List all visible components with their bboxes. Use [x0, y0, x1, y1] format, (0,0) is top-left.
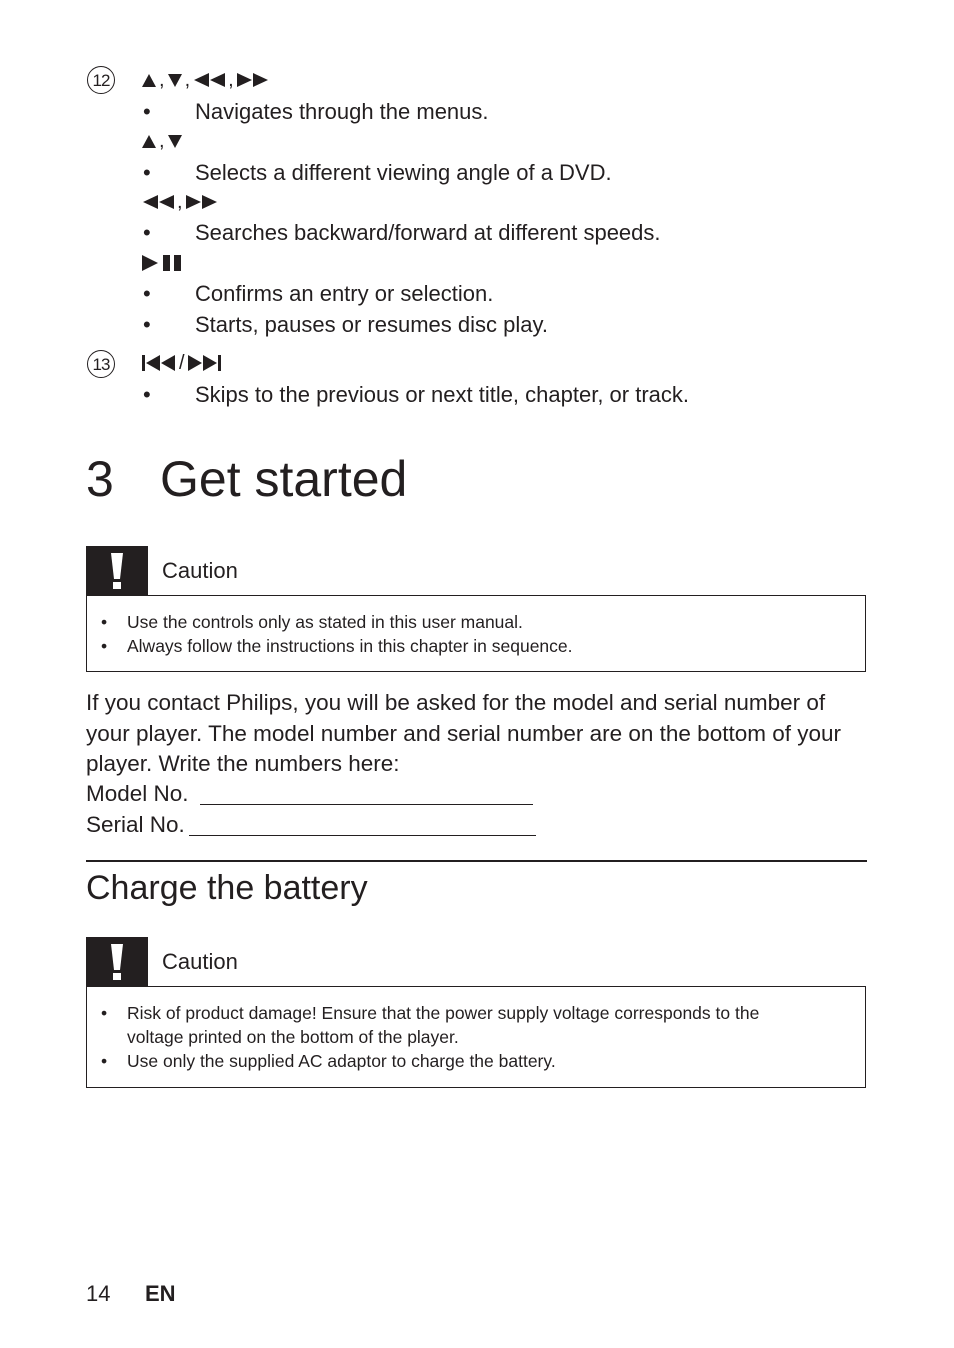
- caution-box: [86, 595, 866, 672]
- caution-box: [86, 986, 866, 1088]
- bullet: •: [143, 160, 151, 185]
- bullet-text: Starts, pauses or resumes disc play.: [195, 312, 548, 337]
- bullet-text: Selects a different viewing angle of a DVD.: [195, 160, 612, 185]
- serial-number-field: [86, 810, 185, 840]
- bullet: •: [143, 382, 151, 407]
- language-code: EN: [145, 1281, 176, 1306]
- caution-text: Use only the supplied AC adaptor to charge the battery.: [127, 1051, 556, 1071]
- separator: /: [179, 352, 185, 374]
- caution-text: Risk of product damage! Ensure that the power supply voltage corresponds to the voltage printed on the bottom of the player.: [127, 1003, 760, 1047]
- caution-text: Use the controls only as stated in this user manual.: [127, 612, 523, 632]
- rewind-icon: [141, 194, 175, 210]
- up-arrow-icon: [141, 72, 157, 88]
- model-number-label: Model No.: [86, 781, 189, 806]
- section-heading: Charge the battery: [86, 869, 368, 907]
- separator: ,: [184, 69, 191, 91]
- bullet: •: [143, 281, 151, 306]
- bullet-text: Searches backward/forward at different speeds.: [195, 220, 661, 245]
- skip-symbols: [141, 352, 223, 374]
- down-arrow-icon: [167, 133, 183, 149]
- paragraph-line: player. Write the numbers here:: [86, 751, 400, 776]
- chapter-number: 3: [86, 451, 114, 507]
- caution-header: [86, 546, 866, 596]
- page-number: 14: [86, 1281, 111, 1306]
- caution-label: Caution: [162, 558, 238, 583]
- bullet-text: Skips to the previous or next title, chapter, or track.: [195, 382, 690, 407]
- bullet: •: [143, 312, 151, 337]
- exclamation-icon: [86, 937, 148, 987]
- play-pause-symbols: [141, 252, 185, 274]
- serial-number-label: Serial No.: [86, 812, 185, 837]
- intro-paragraph: [86, 688, 876, 780]
- skip-previous-icon: [141, 354, 177, 372]
- paragraph-line: If you contact Philips, you will be asked for the model and serial number of: [86, 690, 826, 715]
- bullet: •: [101, 636, 108, 656]
- up-down-symbols: [141, 130, 183, 152]
- bullet-text: Navigates through the menus.: [195, 99, 489, 124]
- rewind-icon: [192, 72, 226, 88]
- section-divider: [86, 860, 867, 862]
- model-number-field: [86, 779, 189, 809]
- fast-forward-icon: [236, 72, 270, 88]
- bullet-text: Confirms an entry or selection.: [195, 281, 494, 306]
- chapter-title: Get started: [160, 451, 408, 507]
- fast-forward-icon: [185, 194, 219, 210]
- down-arrow-icon: [167, 72, 183, 88]
- item-number-12: 12: [87, 66, 115, 94]
- skip-next-icon: [187, 354, 223, 372]
- caution-header: [86, 937, 866, 987]
- separator: ,: [228, 69, 234, 91]
- caution-text: Always follow the instructions in this chapter in sequence.: [127, 636, 573, 656]
- rewind-forward-symbols: [141, 191, 219, 213]
- model-number-blank[interactable]: [200, 804, 533, 805]
- up-arrow-icon: [141, 133, 157, 149]
- exclamation-icon: [86, 546, 148, 596]
- nav-symbols-row: [141, 69, 270, 91]
- bullet: •: [101, 1051, 108, 1071]
- separator: ,: [159, 69, 165, 91]
- bullet: •: [143, 99, 151, 124]
- paragraph-line: your player. The model number and serial number are on the bottom of your: [86, 720, 842, 746]
- bullet: •: [101, 612, 108, 632]
- bullet: •: [143, 220, 151, 245]
- item-number-13: 13: [87, 350, 115, 378]
- caution-label: Caution: [162, 949, 238, 974]
- serial-number-blank[interactable]: [189, 835, 536, 836]
- separator: ,: [177, 191, 183, 213]
- play-pause-icon: [141, 254, 185, 272]
- bullet: •: [101, 1003, 108, 1023]
- separator: ,: [159, 130, 165, 152]
